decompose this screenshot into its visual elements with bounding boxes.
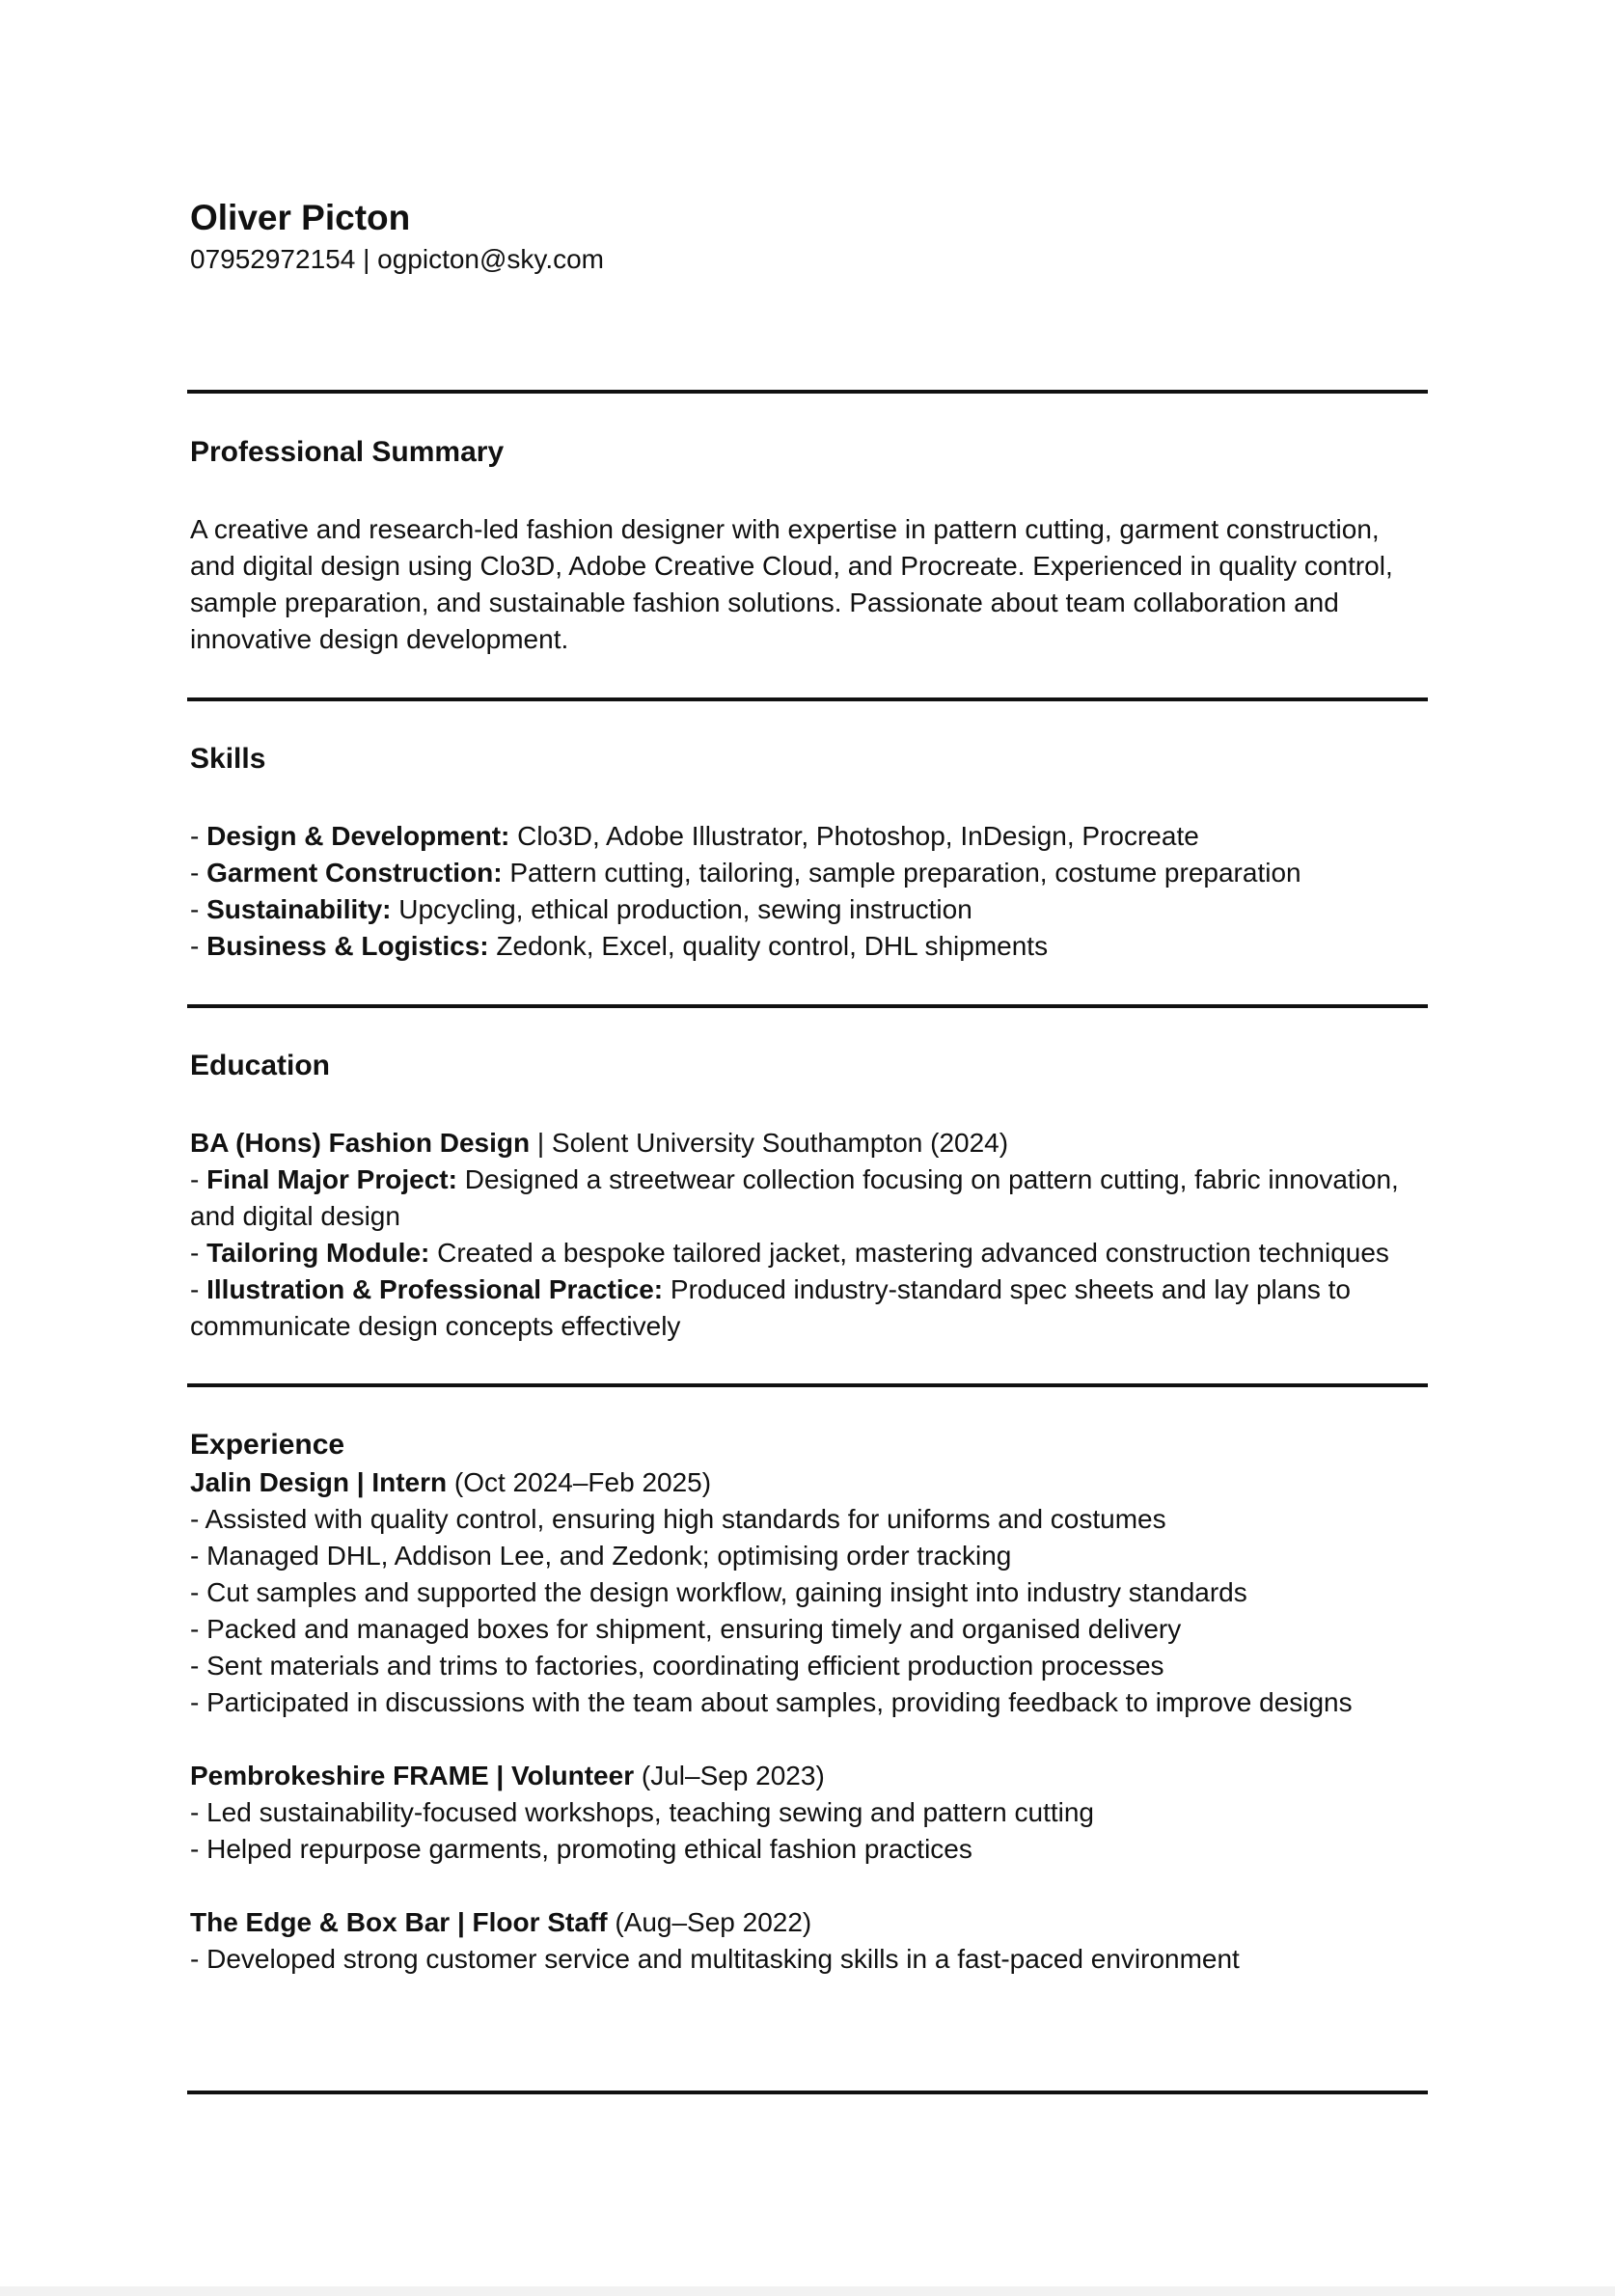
job-bullet: - Cut samples and supported the design workflow, gaining insight into industry standards — [190, 1577, 1247, 1607]
skill-text: Clo3D, Adobe Illustrator, Photoshop, InDesign, Procreate — [509, 821, 1199, 851]
skill-label: Sustainability: — [206, 894, 392, 924]
job-role: Pembrokeshire FRAME | Volunteer — [190, 1761, 635, 1790]
education-item-label: Final Major Project: — [206, 1164, 457, 1194]
summary-heading: Professional Summary — [190, 436, 505, 468]
skill-item: - Design & Development: Clo3D, Adobe Illustrator, Photoshop, InDesign, Procreate — [190, 821, 1199, 851]
job-bullet: - Managed DHL, Addison Lee, and Zedonk; optimising order tracking — [190, 1541, 1012, 1571]
job-bullet: - Sent materials and trims to factories, coordinating efficient production processes — [190, 1651, 1164, 1681]
experience-heading: Experience — [190, 1429, 345, 1461]
education-item-text: Produced industry-standard spec sheets and lay plans to communicate design concepts effectively — [190, 1274, 1352, 1341]
job-heading — [190, 1758, 1435, 1794]
education-details — [190, 1125, 1435, 1345]
divider — [187, 1004, 1428, 1008]
degree-line — [190, 1125, 1435, 1162]
education-item: - Tailoring Module: Created a bespoke tailored jacket, mastering advanced construction techniques — [190, 1238, 1389, 1268]
institution: | Solent University Southampton (2024) — [530, 1128, 1009, 1158]
skill-text: Zedonk, Excel, quality control, DHL shipments — [488, 931, 1049, 961]
divider — [187, 2091, 1428, 2094]
contact-details: 07952972154 | ogpicton@sky.com — [190, 244, 605, 274]
job-heading — [190, 1464, 1435, 1501]
skill-label: Garment Construction: — [206, 858, 503, 888]
job-bullet: - Helped repurpose garments, promoting ethical fashion practices — [190, 1834, 972, 1864]
divider — [187, 697, 1428, 701]
divider — [187, 1383, 1428, 1387]
job-bullet: - Led sustainability-focused workshops, teaching sewing and pattern cutting — [190, 1797, 1094, 1827]
job-bullet: - Packed and managed boxes for shipment, ensuring timely and organised delivery — [190, 1614, 1182, 1644]
education-heading: Education — [190, 1050, 331, 1081]
education-item-label: Tailoring Module: — [206, 1238, 430, 1268]
skill-label: Business & Logistics: — [206, 931, 489, 961]
experience-list — [190, 1464, 1435, 1978]
education-item: - Illustration & Professional Practice: Produced industry-standard spec sheets and lay plans to communicate design concepts effectively — [190, 1274, 1352, 1341]
job-heading — [190, 1904, 1435, 1941]
education-item-text: Created a bespoke tailored jacket, mastering advanced construction techniques — [429, 1238, 1389, 1268]
skills-list — [190, 818, 1435, 965]
degree-title: BA (Hons) Fashion Design — [190, 1128, 531, 1158]
job-bullet: - Developed strong customer service and multitasking skills in a fast-paced environment — [190, 1944, 1240, 1974]
page-bottom-edge — [0, 2286, 1615, 2296]
job-dates: (Oct 2024–Feb 2025) — [447, 1467, 712, 1497]
candidate-name: Oliver Picton — [190, 198, 411, 237]
skill-item: - Garment Construction: Pattern cutting, tailoring, sample preparation, costume preparation — [190, 858, 1301, 888]
summary-text: A creative and research-led fashion designer with expertise in pattern cutting, garment construction, and digital design using Clo3D, Adobe Creative Cloud, and Procreate. Experienced in quality control, sample preparation, and sustainable fashion solutions. Passionate about team collaboration and innovative design development. — [190, 514, 1393, 654]
skills-heading: Skills — [190, 743, 266, 775]
divider — [187, 390, 1428, 394]
job-bullet: - Participated in discussions with the team about samples, providing feedback to improve designs — [190, 1687, 1353, 1717]
skill-text: Upcycling, ethical production, sewing instruction — [391, 894, 972, 924]
job-dates: (Aug–Sep 2022) — [607, 1907, 812, 1937]
skill-item: - Sustainability: Upcycling, ethical production, sewing instruction — [190, 894, 972, 924]
skill-label: Design & Development: — [206, 821, 510, 851]
education-item-text: Designed a streetwear collection focusing on pattern cutting, fabric innovation, and digital design — [190, 1164, 1399, 1231]
education-item-label: Illustration & Professional Practice: — [206, 1274, 664, 1304]
education-item: - Final Major Project: Designed a streetwear collection focusing on pattern cutting, fabric innovation, and digital design — [190, 1164, 1399, 1231]
job-dates: (Jul–Sep 2023) — [634, 1761, 825, 1790]
skill-text: Pattern cutting, tailoring, sample preparation, costume preparation — [502, 858, 1301, 888]
job-bullet: - Assisted with quality control, ensuring high standards for uniforms and costumes — [190, 1504, 1166, 1534]
job-role: Jalin Design | Intern — [190, 1467, 448, 1497]
job-role: The Edge & Box Bar | Floor Staff — [190, 1907, 608, 1937]
skill-item: - Business & Logistics: Zedonk, Excel, quality control, DHL shipments — [190, 931, 1049, 961]
